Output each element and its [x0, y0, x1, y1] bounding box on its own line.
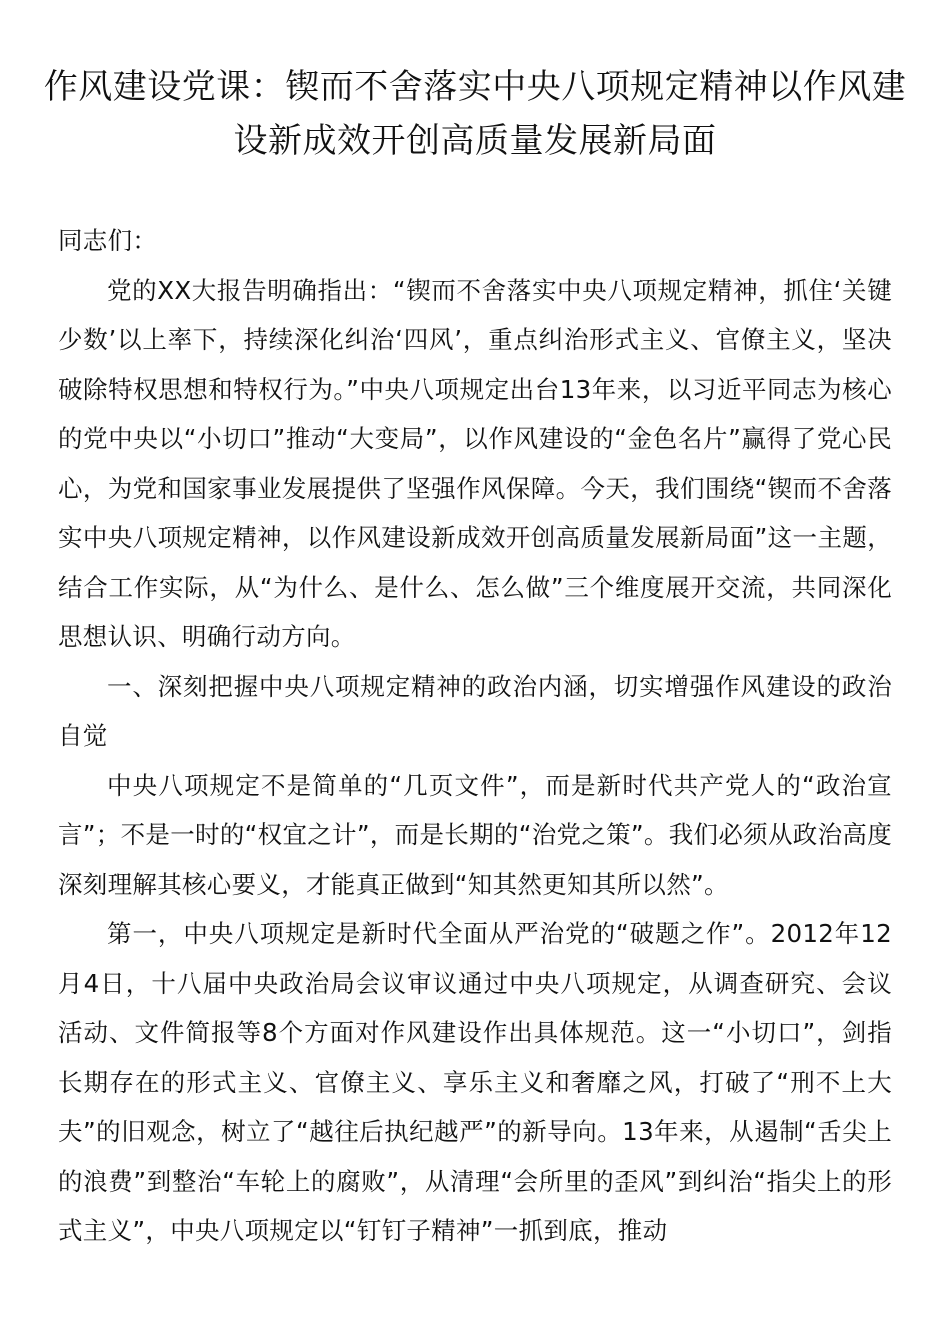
- document-body: [58, 216, 892, 1256]
- paragraph-intro: 党的XX大报告明确指出：“锲而不舍落实中央八项规定精神，抓住‘关键少数’以上率下，持续深化纠治‘四风’，重点纠治形式主义、官僚主义，坚决破除特权思想和特权行为。”中央八项规定出台13年来，以习近平同志为核心的党中央以“小切口”推动“大变局”，以作风建设的“金色名片”赢得了党心民心，为党和国家事业发展提供了坚强作风保障。今天，我们围绕“锲而不舍落实中央八项规定精神，以作风建设新成效开创高质量发展新局面”这一主题，结合工作实际，从“为什么、是什么、怎么做”三个维度展开交流，共同深化思想认识、明确行动方向。: [58, 275, 892, 651]
- section-heading-1: 一、深刻把握中央八项规定精神的政治内涵，切实增强作风建设的政治自觉: [58, 671, 892, 750]
- salutation: 同志们：: [58, 226, 158, 255]
- paragraph-section-1-intro: 中央八项规定不是简单的“几页文件”，而是新时代共产党人的“政治宣言”；不是一时的“权宜之计”，而是长期的“治党之策”。我们必须从政治高度深刻理解其核心要义，才能真正做到“知其然更知其所以然”。: [58, 770, 892, 899]
- document-title: 作风建设党课：锲而不舍落实中央八项规定精神以作风建设新成效开创高质量发展新局面: [43, 67, 907, 161]
- paragraph-point-1: 第一，中央八项规定是新时代全面从严治党的“破题之作”。2012年12月4日，十八届中央政治局会议审议通过中央八项规定，从调查研究、会议活动、文件简报等8个方面对作风建设作出具体规范。这一“小切口”，剑指长期存在的形式主义、官僚主义、享乐主义和奢靡之风，打破了“刑不上大夫”的旧观念，树立了“越往后执纪越严”的新导向。13年来，从遏制“舌尖上的浪费”到整治“车轮上的腐败”，从清理“会所里的歪风”到纠治“指尖上的形式主义”，中央八项规定以“钉钉子精神”一抓到底，推动: [58, 919, 892, 1245]
